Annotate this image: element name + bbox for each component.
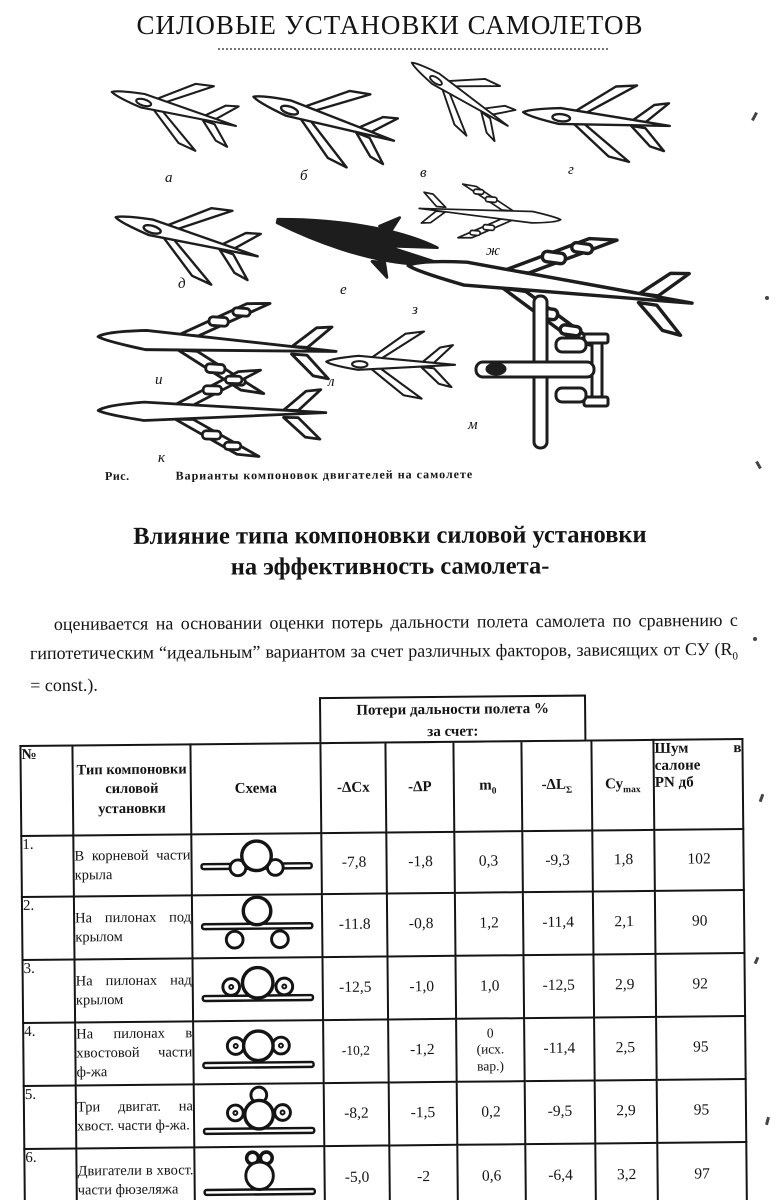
col-header-num: № [20,745,73,835]
scan-artifact [753,637,757,641]
col-header-dcx: -ΔСх [320,742,386,833]
row-num: 6. [24,1148,77,1200]
figure-caption [105,467,473,484]
paragraph-subscript: 0 [732,650,739,663]
figure-label-a: а [165,170,173,186]
cell-noise: 95 [656,1016,746,1080]
col-header-m0 [453,741,522,832]
noise-line2: салоне [654,757,701,774]
figure-caption-text: Варианты компоновок двигателей на самолете [175,467,474,483]
figure-label-g: г [568,162,574,178]
cell-dcx: -11.8 [322,893,388,957]
figure-label-z: з [412,302,418,318]
span-header-line2: за счет: [427,723,479,740]
row-num: 3. [22,959,75,1022]
cell-dcx: -12,5 [322,956,388,1020]
cell-cy: 2,9 [595,1080,658,1144]
row-num: 5. [24,1085,77,1148]
aircraft-sketch-l [321,320,464,409]
cell-dcx: -5,0 [324,1145,390,1200]
row-type: На пилонах в хвостовой части ф-жа [75,1021,194,1085]
cell-noise: 90 [655,890,745,954]
cell-cy: 2,9 [593,954,656,1018]
aircraft-sketch-g [513,64,682,176]
header-row [20,739,743,836]
cell-dcx: -10,2 [323,1019,389,1083]
cell-noise: 97 [657,1142,747,1200]
figure-label-d: д [178,276,186,292]
row-type: На пилонах под крылом [74,895,193,959]
cell-noise: 95 [657,1079,747,1143]
m0-base: m [479,776,492,794]
cell-m0: 0,2 [457,1081,526,1145]
cell-cy: 2,5 [594,1017,657,1081]
schema-under-wing-pylons [192,894,323,958]
figure-label-k: к [158,450,166,466]
schema-drawing [199,1021,318,1078]
cell-dl: -9,3 [522,831,593,893]
noise-word2: в [733,740,742,757]
schema-engines-in-tail [194,1146,325,1200]
paragraph-text-end: = const.). [30,674,98,695]
cell-dcx: -7,8 [321,832,387,894]
cell-m0: 0 (исх. вар.) [456,1018,525,1082]
cell-dcx: -8,2 [324,1082,390,1146]
table-row [24,1079,747,1149]
table-row [22,890,745,960]
dl-base: -ΔL [541,776,567,793]
schema-drawing [198,958,317,1015]
m0-sub: 0 [491,785,497,796]
cell-dp: -1,8 [386,832,455,894]
cell-dp: -1,0 [387,956,456,1020]
figure-label-e: е [340,282,347,298]
noise-line3: PN дб [654,774,694,791]
cell-noise: 102 [654,829,744,891]
cell-dl: -11,4 [523,892,594,956]
schema-three-engines-tail [194,1083,325,1147]
cell-cy: 1,8 [592,830,655,892]
section-heading [0,519,780,584]
cell-m0: 1,0 [455,955,524,1019]
aircraft-sketch-b [234,50,416,191]
cell-m0: 0,3 [454,831,523,893]
cell-dp: -0,8 [387,893,456,957]
schema-drawing [197,834,316,889]
cell-dp: -1,5 [389,1082,458,1146]
figure-label-l: л [328,374,335,390]
schema-root-of-wing [191,833,322,895]
row-num: 4. [23,1022,76,1085]
cell-dp: -1,2 [388,1019,457,1083]
aircraft-sketch-k [91,360,333,465]
col-header-dl [521,741,592,832]
figure-label-b: б [300,168,308,184]
table-row [22,953,745,1023]
schema-rear-fuselage-pylons [193,1020,324,1084]
page-title: СИЛОВЫЕ УСТАНОВКИ САМОЛЕТОВ [136,10,644,40]
table-row [23,1016,746,1086]
cell-dl: -11,4 [524,1017,595,1081]
col-header-noise [653,739,743,830]
cell-dp: -2 [389,1145,458,1200]
schema-drawing [198,895,317,952]
cy-sub: max [623,784,641,795]
paragraph-text: оценивается на основании оценки потерь дальности полета самолета по сравнению с гипотетическим “идеальным” вариантом за счет различных факторов, зависящих от СУ (R [29,609,738,664]
cell-dl: -12,5 [523,954,594,1018]
cell-m0: 1,2 [455,892,524,956]
row-num: 2. [22,896,75,959]
cell-cy: 3,2 [595,1143,658,1200]
figure-caption-prefix: Рис. [104,468,130,483]
body-paragraph [30,606,739,700]
col-header-cy [591,740,654,831]
row-type: Три двигат. на хвост. части ф-жа. [76,1084,195,1148]
noise-word1: Шум [654,740,689,757]
scan-artifact [765,1117,770,1126]
cell-dl: -9,5 [525,1080,596,1144]
title-underline [218,48,608,50]
scan-artifact [765,296,769,300]
schema-over-wing-pylons [192,957,323,1021]
cell-noise: 92 [655,953,745,1017]
schema-drawing [200,1147,319,1200]
figure-label-m: м [468,417,478,433]
cell-cy: 2,1 [593,891,656,955]
scan-artifact [751,112,758,121]
cell-dl: -6,4 [525,1143,596,1200]
dl-sub: Σ [565,785,573,796]
aircraft-sketch-a [96,50,254,169]
losses-table [19,738,747,1200]
figure-label-i: и [155,372,163,388]
losses-table-wrap [19,693,764,1200]
row-type: На пилонах над крылом [74,958,193,1022]
aircraft-sketch-m [468,292,618,452]
schema-drawing [200,1084,319,1141]
col-header-schema: Схема [190,743,321,834]
cy-base: Су [605,775,624,792]
scan-artifact [755,461,762,469]
row-type: Двигатели в хвост. части фюзеляжа [76,1147,195,1200]
section-heading-line2: на эффективность самолета- [230,552,550,581]
cell-m0: 0,6 [457,1144,526,1200]
row-num: 1. [21,835,74,896]
figure-label-v: в [420,165,427,181]
col-header-dp: -ΔР [385,742,454,833]
figure-label-zh: ж [486,243,500,259]
table-row [21,829,744,897]
section-heading-line1: Влияние типа компоновки силовой установки [133,521,647,550]
col-header-type: Тип компоновки силовой установки [72,744,191,835]
table-row [24,1142,747,1200]
row-type: В корневой части крыла [73,834,192,896]
table-span-header [319,695,586,745]
span-header-line1: Потери дальности полета % [356,700,550,719]
